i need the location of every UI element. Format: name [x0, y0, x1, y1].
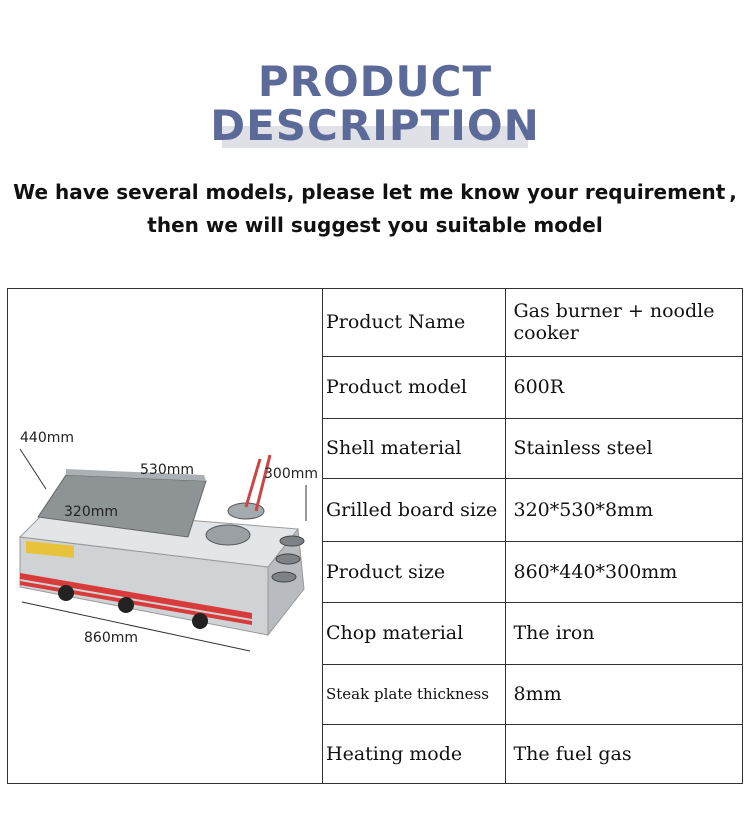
page-title-line1: PRODUCT [257, 57, 493, 106]
spec-value-grilled-board-size: 320*530*8mm [505, 478, 743, 541]
spec-value-shell-material: Stainless steel [505, 418, 743, 478]
spec-table [322, 289, 743, 783]
dimension-depth-label: 440mm [20, 430, 74, 446]
subtitle-line1: We have several models, please let me know your requirement , [13, 180, 737, 204]
table-row [322, 602, 743, 664]
dimension-total-length-label: 860mm [84, 630, 138, 646]
spec-key-product-model: Product model [322, 356, 505, 418]
spec-value-chop-material: The iron [505, 602, 743, 664]
table-row [322, 664, 743, 724]
spec-value-product-name: Gas burner + noodle cooker [505, 289, 743, 356]
table-row [322, 541, 743, 602]
spec-panel [7, 288, 743, 784]
spec-key-heating-mode: Heating mode [322, 724, 505, 783]
dimension-height-label: 300mm [264, 466, 318, 482]
spec-key-grilled-board-size: Grilled board size [322, 478, 505, 541]
dimension-griddle-width-label: 320mm [64, 504, 118, 520]
table-row [322, 478, 743, 541]
spec-key-steak-plate-thickness: Steak plate thickness [322, 664, 505, 724]
spec-key-chop-material: Chop material [322, 602, 505, 664]
spec-key-shell-material: Shell material [322, 418, 505, 478]
spec-key-product-size: Product size [322, 541, 505, 602]
spec-key-product-name: Product Name [322, 289, 505, 356]
spec-value-steak-plate-thickness: 8mm [505, 664, 743, 724]
spec-value-product-size: 860*440*300mm [505, 541, 743, 602]
product-image-cell [8, 289, 323, 783]
spec-value-product-model: 600R [505, 356, 743, 418]
table-row [322, 289, 743, 356]
table-row [322, 356, 743, 418]
product-image [8, 289, 322, 783]
table-row [322, 724, 743, 783]
page-title-line2: DESCRIPTION [210, 101, 540, 150]
dimension-griddle-length-label: 530mm [140, 462, 194, 478]
spec-value-heating-mode: The fuel gas [513, 742, 632, 765]
table-row [322, 418, 743, 478]
subtitle-line2: then we will suggest you suitable model [147, 213, 603, 237]
